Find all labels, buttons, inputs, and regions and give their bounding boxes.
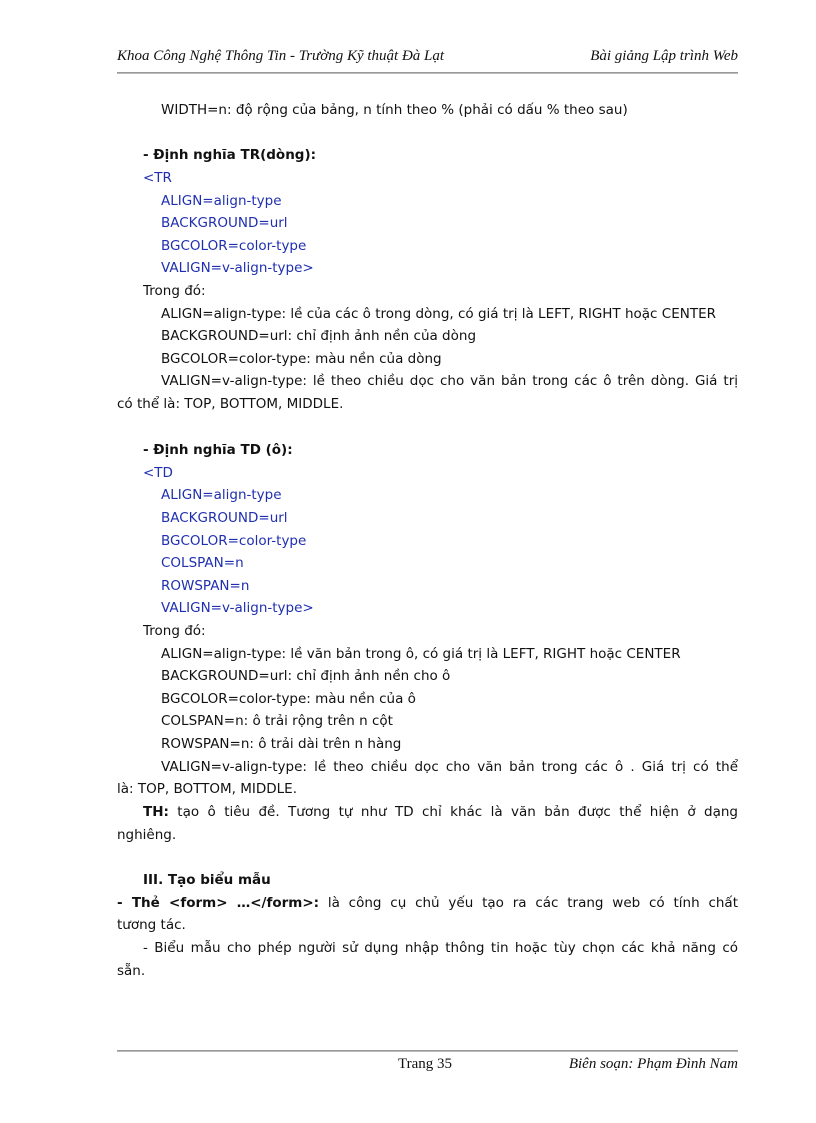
tr-code-line: <TR bbox=[143, 170, 172, 186]
form-text-continued: tương tác. bbox=[117, 917, 186, 933]
td-desc-line: là: TOP, BOTTOM, MIDDLE. bbox=[117, 781, 297, 797]
tr-desc-line: ALIGN=align-type: lề của các ô trong dòng, có giá trị là LEFT, RIGHT hoặc CENTER bbox=[161, 306, 716, 322]
th-paragraph bbox=[143, 803, 738, 821]
tr-desc-line: BACKGROUND=url: chỉ định ảnh nền của dòng bbox=[161, 328, 477, 344]
td-heading: - Định nghĩa TD (ô): bbox=[143, 442, 293, 458]
tr-desc-line: có thể là: TOP, BOTTOM, MIDDLE. bbox=[117, 396, 344, 412]
form-paragraph bbox=[117, 894, 738, 912]
th-label: TH: bbox=[143, 804, 169, 820]
form-text: là công cụ chủ yếu tạo ra các trang web có tính chất bbox=[319, 895, 738, 911]
header-rule bbox=[117, 72, 738, 74]
form-label: - Thẻ <form> …</form>: bbox=[117, 895, 320, 911]
tr-desc-line: VALIGN=v-align-type: lề theo chiều dọc cho văn bản trong các ô trên dòng. Giá trị bbox=[161, 373, 738, 389]
td-desc-line: BGCOLOR=color-type: màu nền của ô bbox=[161, 691, 416, 707]
td-code-line: VALIGN=v-align-type> bbox=[161, 600, 314, 616]
td-code-line: <TD bbox=[143, 465, 173, 481]
tr-where: Trong đó: bbox=[143, 283, 206, 299]
td-desc-line: VALIGN=v-align-type: lề theo chiều dọc cho văn bản trong các ô . Giá trị có thể bbox=[161, 759, 738, 775]
td-desc-line: COLSPAN=n: ô trải rộng trên n cột bbox=[161, 713, 393, 729]
page-number: Trang 35 bbox=[398, 1056, 453, 1072]
td-code-line: ROWSPAN=n bbox=[161, 578, 250, 594]
td-code-line: BACKGROUND=url bbox=[161, 510, 288, 526]
th-text: tạo ô tiêu đề. Tương tự như TD chỉ khác là văn bản được thể hiện ở dạng bbox=[168, 804, 738, 820]
tr-code-line: BGCOLOR=color-type bbox=[161, 238, 307, 254]
td-code-line: ALIGN=align-type bbox=[161, 487, 282, 503]
bieu-mau-continued: sẵn. bbox=[117, 963, 146, 979]
tr-code-line: ALIGN=align-type bbox=[161, 193, 282, 209]
td-where: Trong đó: bbox=[143, 623, 206, 639]
tr-desc-line: BGCOLOR=color-type: màu nền của dòng bbox=[161, 351, 442, 367]
tr-code-line: BACKGROUND=url bbox=[161, 215, 288, 231]
footer-rule bbox=[117, 1050, 738, 1052]
header-left: Khoa Công Nghệ Thông Tin - Trường Kỹ thuật Đà Lạt bbox=[117, 48, 445, 64]
td-desc-line: ROWSPAN=n: ô trải dài trên n hàng bbox=[161, 736, 402, 752]
tr-code-line: VALIGN=v-align-type> bbox=[161, 260, 314, 276]
td-desc-line: ALIGN=align-type: lề văn bản trong ô, có giá trị là LEFT, RIGHT hoặc CENTER bbox=[161, 646, 681, 662]
header-right: Bài giảng Lập trình Web bbox=[590, 48, 738, 64]
td-code-line: BGCOLOR=color-type bbox=[161, 533, 307, 549]
tr-heading: - Định nghĩa TR(dòng): bbox=[143, 147, 317, 163]
section-heading: III. Tạo biểu mẫu bbox=[143, 872, 271, 888]
bieu-mau-paragraph: - Biểu mẫu cho phép người sử dụng nhập thông tin hoặc tùy chọn các khả năng có bbox=[143, 940, 738, 956]
author: Biên soạn: Phạm Đình Nam bbox=[568, 1056, 738, 1072]
th-text-continued: nghiêng. bbox=[117, 827, 177, 843]
td-desc-line: BACKGROUND=url: chỉ định ảnh nền cho ô bbox=[161, 668, 451, 684]
td-code-line: COLSPAN=n bbox=[161, 555, 244, 571]
width-description: WIDTH=n: độ rộng của bảng, n tính theo % (phải có dấu % theo sau) bbox=[161, 102, 628, 118]
